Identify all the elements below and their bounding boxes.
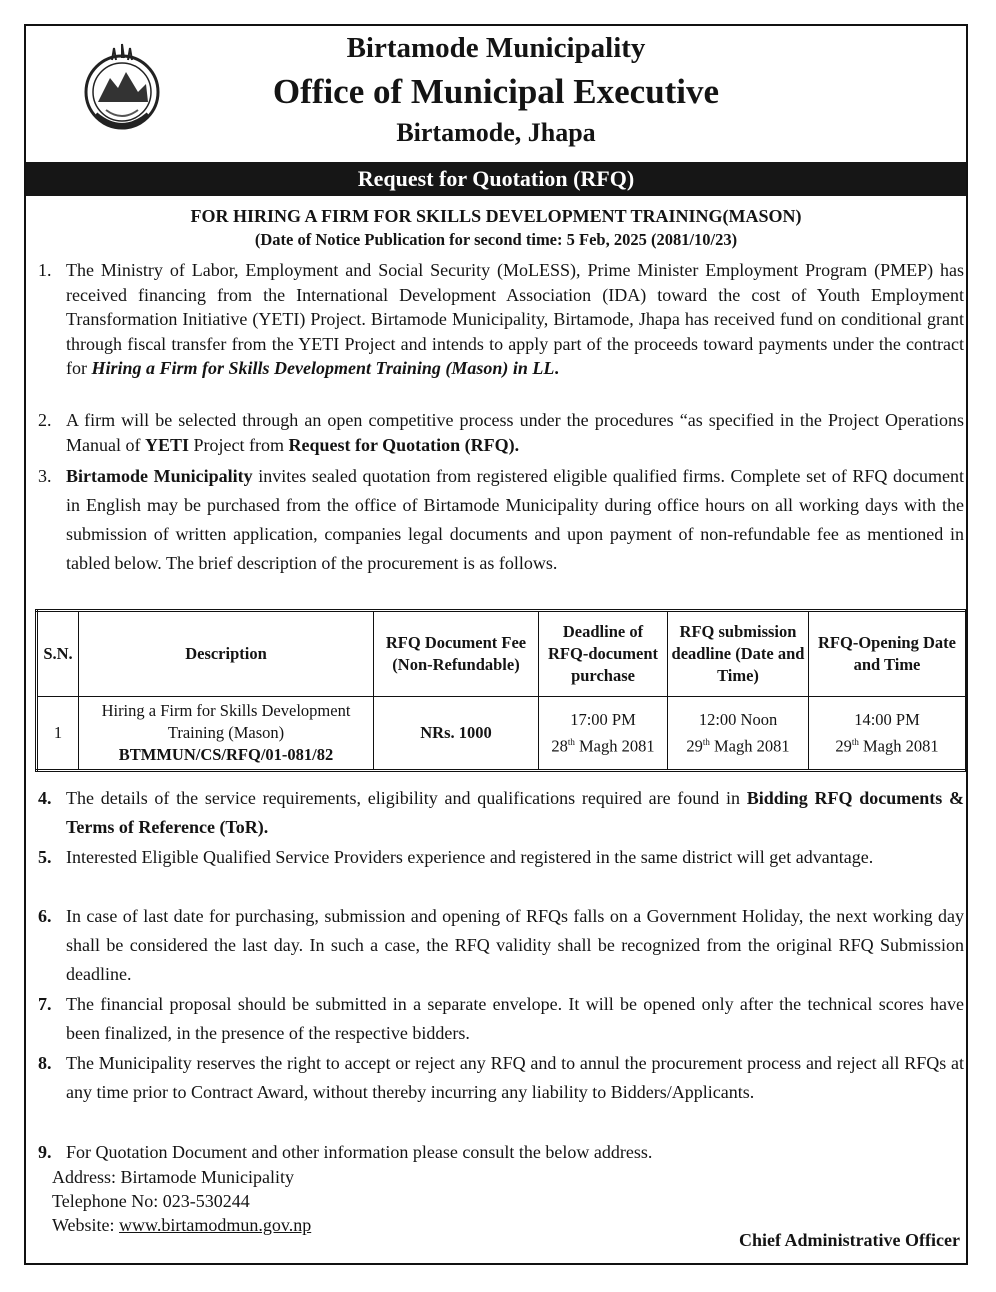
rfq-table [35,609,968,772]
office-location: Birtamode, Jhapa [396,118,596,147]
paragraph-2 [38,408,964,457]
paragraph-8 [38,1049,964,1107]
col-submission-deadline: RFQ submission deadline (Date and Time) [668,611,809,697]
table-header-row [37,611,967,697]
notice-subtitle: FOR HIRING A FIRM FOR SKILLS DEVELOPMENT TRAINING(MASON) [190,206,802,226]
paragraph-5 [38,843,964,872]
paragraph-number: 7. [38,994,52,1014]
emphasis-text: Hiring a Firm for Skills Development Training (Mason) in LL [91,358,555,378]
paragraph-number: 4. [38,788,52,808]
col-fee: RFQ Document Fee (Non-Refundable) [374,611,539,697]
cell-fee: NRs. 1000 [374,697,539,771]
rfq-banner: Request for Quotation (RFQ) [26,162,966,196]
paragraph-3 [38,462,964,578]
notice-frame [24,24,968,1265]
col-sn: S.N. [37,611,79,697]
paragraph-1 [38,258,964,381]
paragraph-number: 6. [38,906,52,926]
paragraph-number: 8. [38,1053,52,1073]
paragraph-text: In case of last date for purchasing, submission and opening of RFQs falls on a Government Holiday, the next working day shall be considered the last day. In such a case, the RFQ validity shall be recognized from the original RFQ Submission deadline. [66,906,964,984]
paragraph-text: The Municipality reserves the right to accept or reject any RFQ and to annul the procurement process and reject all RFQs at any time prior to Contract Award, without thereby incurring any liability to Bidders/Applicants. [66,1053,964,1102]
cell-description: Hiring a Firm for Skills Development Training (Mason) BTMMUN/CS/RFQ/01-081/82 [79,697,374,771]
col-description: Description [79,611,374,697]
cell-sn: 1 [37,697,79,771]
paragraph-text: Birtamode Municipality invites sealed quotation from registered eligible qualified firms. Complete set of RFQ document in English may be purchased from the office of Birtamode Municipality during office hours on all working days with the submission of written application, companies legal documents and upon payment of non-refundable fee as mentioned in tabled below. The brief description of the procurement is as follows. [66,466,965,573]
paragraph-number: 2. [38,410,52,430]
header [26,26,966,162]
col-opening: RFQ-Opening Date and Time [809,611,967,697]
table-row [37,697,967,771]
cell-purchase-deadline: 17:00 PM 28th Magh 2081 [539,697,668,771]
paragraph-number: 5. [38,847,52,867]
paragraph-text: The financial proposal should be submitted in a separate envelope. It will be opened only after the technical scores have been finalized, in the presence of the respective bidders. [66,994,964,1043]
col-purchase-deadline: Deadline of RFQ-document purchase [539,611,668,697]
paragraph-4 [38,784,964,842]
cell-submission-deadline: 12:00 Noon 29th Magh 2081 [668,697,809,771]
telephone-line: Telephone No: 023-530244 [52,1191,250,1211]
cell-opening: 14:00 PM 29th Magh 2081 [809,697,967,771]
paragraph-7 [38,990,964,1048]
paragraph-9 [38,1140,964,1164]
paragraph-number: 3. [38,466,52,486]
paragraph-text: A firm will be selected through an open competitive process under the procedures “as specified in the Project Operations Manual of YETI Project from Request for Quotation (RFQ). [66,410,964,455]
reference-number: BTMMUN/CS/RFQ/01-081/82 [118,745,334,764]
paragraph-number: 9. [38,1142,52,1162]
paragraph-text: Interested Eligible Qualified Service Providers experience and registered in the same district will get advantage. [66,847,874,867]
municipality-name: Birtamode Municipality [346,32,646,64]
signature-title: Chief Administrative Officer [739,1230,960,1250]
paragraph-text: The Ministry of Labor, Employment and Social Security (MoLESS), Prime Minister Employment Program (PMEP) has received financing from the International Development Association (IDA) toward the cost of Youth Employment Transformation Initiative (YETI) Project. Birtamode Municipality, Birtamode, Jhapa has received fund on conditional grant through fiscal transfer from the YETI Project and intends to apply part of the proceeds toward payments under the contract for Hiring a Firm for Skills Development Training (Mason) in LL. [66,260,964,378]
paragraph-text: The details of the service requirements, eligibility and qualifications required are found in Bidding RFQ documents & Terms of Reference (ToR). [66,788,964,837]
publication-date: (Date of Notice Publication for second time: 5 Feb, 2025 (2081/10/23) [254,230,738,249]
paragraph-number: 1. [38,260,52,280]
website-line: Website: www.birtamodmun.gov.np [52,1215,312,1235]
paragraph-text: For Quotation Document and other information please consult the below address. [66,1142,653,1162]
address-line: Address: Birtamode Municipality [52,1167,294,1187]
office-name: Office of Municipal Executive [272,72,720,111]
paragraph-6 [38,902,964,989]
website-link[interactable]: www.birtamodmun.gov.np [119,1215,312,1235]
